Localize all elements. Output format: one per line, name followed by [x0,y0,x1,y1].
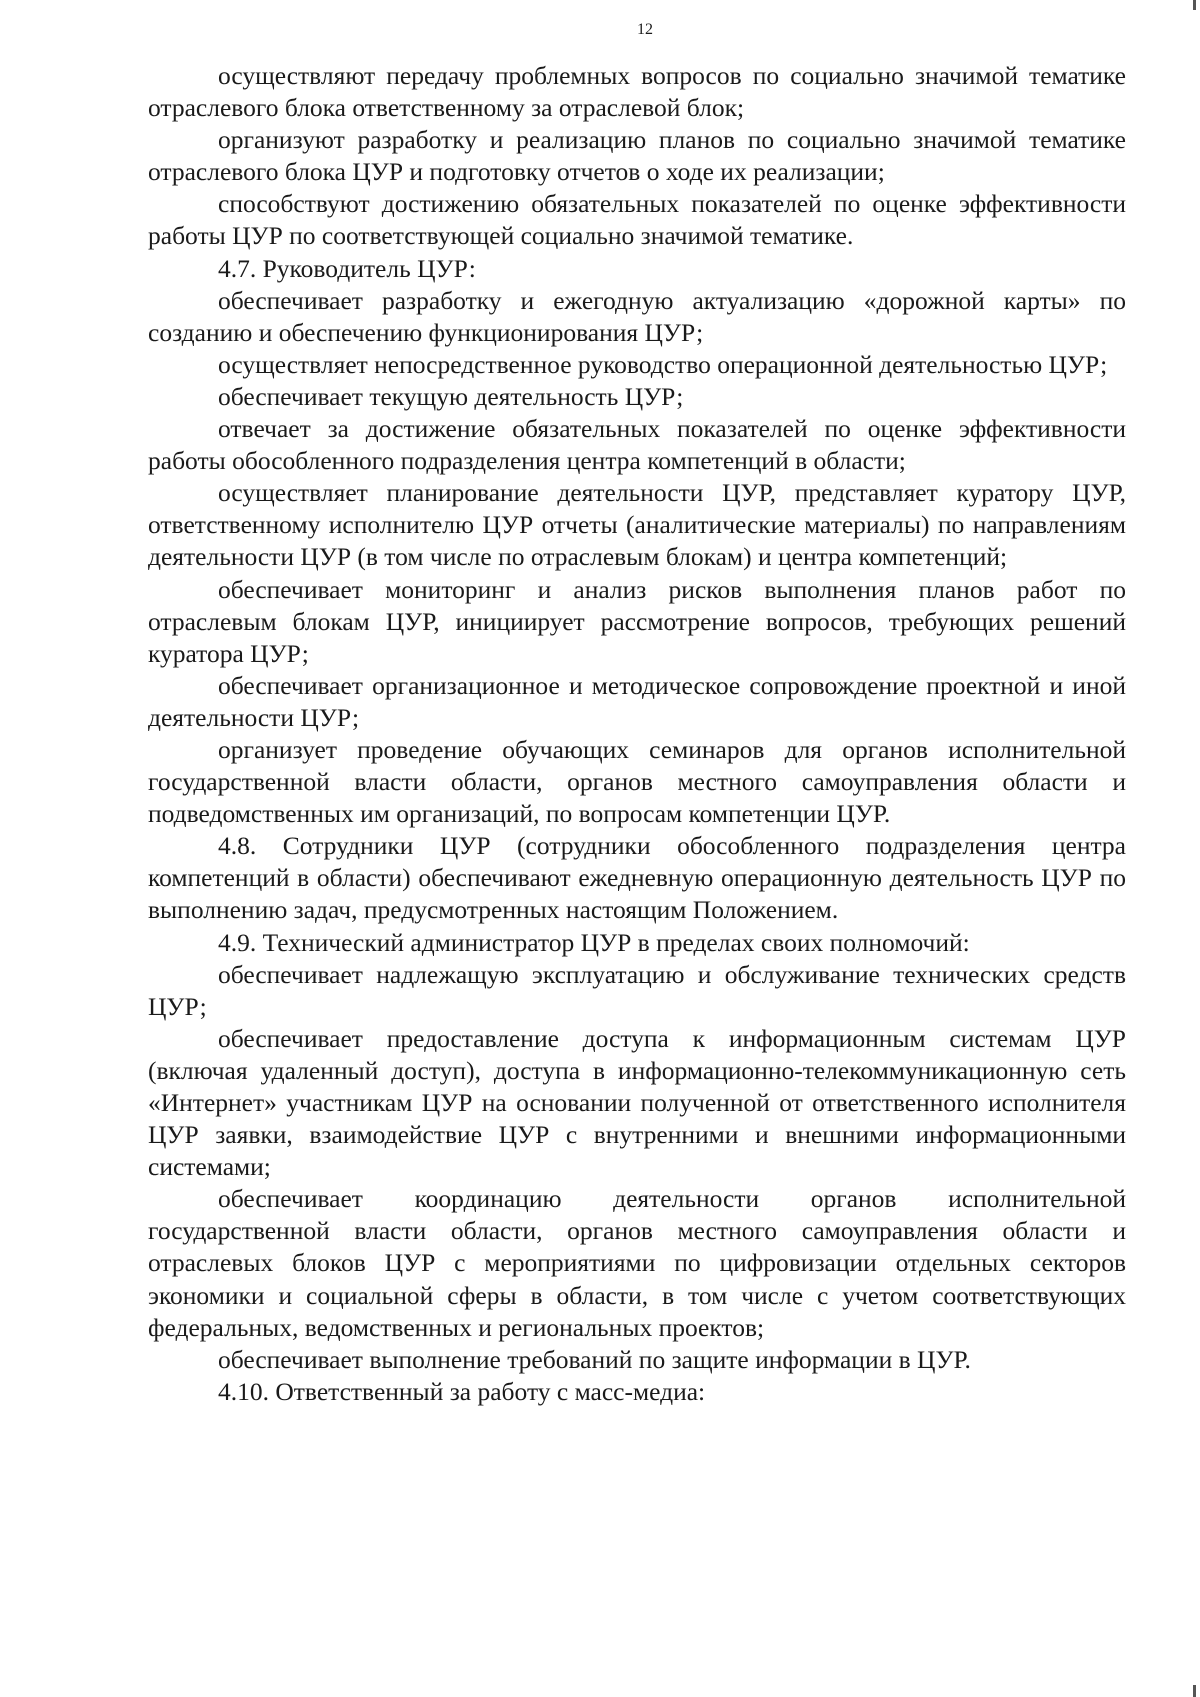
scan-edge-mark [1193,1685,1196,1697]
paragraph: обеспечивает надлежащую эксплуатацию и обслуживание технических средств ЦУР; [148,959,1126,1021]
paragraph: способствуют достижению обязательных показателей по оценке эффективности работы ЦУР по соответствующей социально значимой тематике. [148,189,1126,251]
paragraph: осуществляет непосредственное руководство операционной деятельностью ЦУР; [218,349,1108,379]
scan-edge-mark [1193,0,1196,10]
paragraph: обеспечивает мониторинг и анализ рисков выполнения планов работ по отраслевым блокам ЦУР, инициирует рассмотрение вопросов, требующих решений куратора ЦУР; [148,574,1126,668]
page-number: 12 [637,21,653,38]
paragraph: организует проведение обучающих семинаров для органов исполнительной государственной власти области, органов местного самоуправления области и подведомственных им организаций, по вопросам компетенции ЦУР. [148,734,1126,829]
paragraph: обеспечивает предоставление доступа к информационным системам ЦУР (включая удаленный доступ), доступа в информационно-телекоммуникационную сеть «Интернет» участникам ЦУР на основании полученной от ответственного исполнителя ЦУР заявки, взаимодействие ЦУР с внутренними и внешними информационными системами; [148,1023,1126,1182]
paragraph: обеспечивает координацию деятельности органов исполнительной государственной власти области, органов местного самоуправления области и отраслевых блоков ЦУР с мероприятиями по цифровизации отдельных секторов экономики и социальной сферы в области, в том числе с учетом соответствующих федеральных, ведомственных и региональных проектов; [148,1184,1126,1342]
paragraph: обеспечивает организационное и методическое сопровождение проектной и иной деятельности ЦУР; [148,670,1126,732]
paragraph: осуществляют передачу проблемных вопросов по социально значимой тематике отраслевого блока ответственному за отраслевой блок; [148,61,1126,123]
paragraph: обеспечивает разработку и ежегодную актуализацию «дорожной карты» по созданию и обеспечению функционирования ЦУР; [148,285,1126,347]
document-body [148,60,1126,1408]
paragraph: организуют разработку и реализацию планов по социально значимой тематике отраслевого блока ЦУР и подготовку отчетов о ходе их реализации; [148,125,1126,187]
section-heading: 4.7. Руководитель ЦУР: [218,253,476,283]
section-heading: 4.9. Технический администратор ЦУР в пределах своих полномочий: [218,927,970,957]
paragraph: осуществляет планирование деятельности ЦУР, представляет куратору ЦУР, ответственному исполнителю ЦУР отчеты (аналитические материалы) по направлениям деятельности ЦУР (в том числе по отраслевым блокам) и центра компетенций; [148,478,1126,572]
section-heading: 4.10. Ответственный за работу с масс-медиа: [218,1376,706,1406]
paragraph: обеспечивает текущую деятельность ЦУР; [218,381,684,411]
paragraph: обеспечивает выполнение требований по защите информации в ЦУР. [218,1344,971,1374]
paragraph: отвечает за достижение обязательных показателей по оценке эффективности работы обособленного подразделения центра компетенций в области; [148,414,1126,476]
paragraph: 4.8. Сотрудники ЦУР (сотрудники обособленного подразделения центра компетенций в области) обеспечивают ежедневную операционную деятельность ЦУР по выполнению задач, предусмотренных настоящим Положением. [148,831,1126,925]
